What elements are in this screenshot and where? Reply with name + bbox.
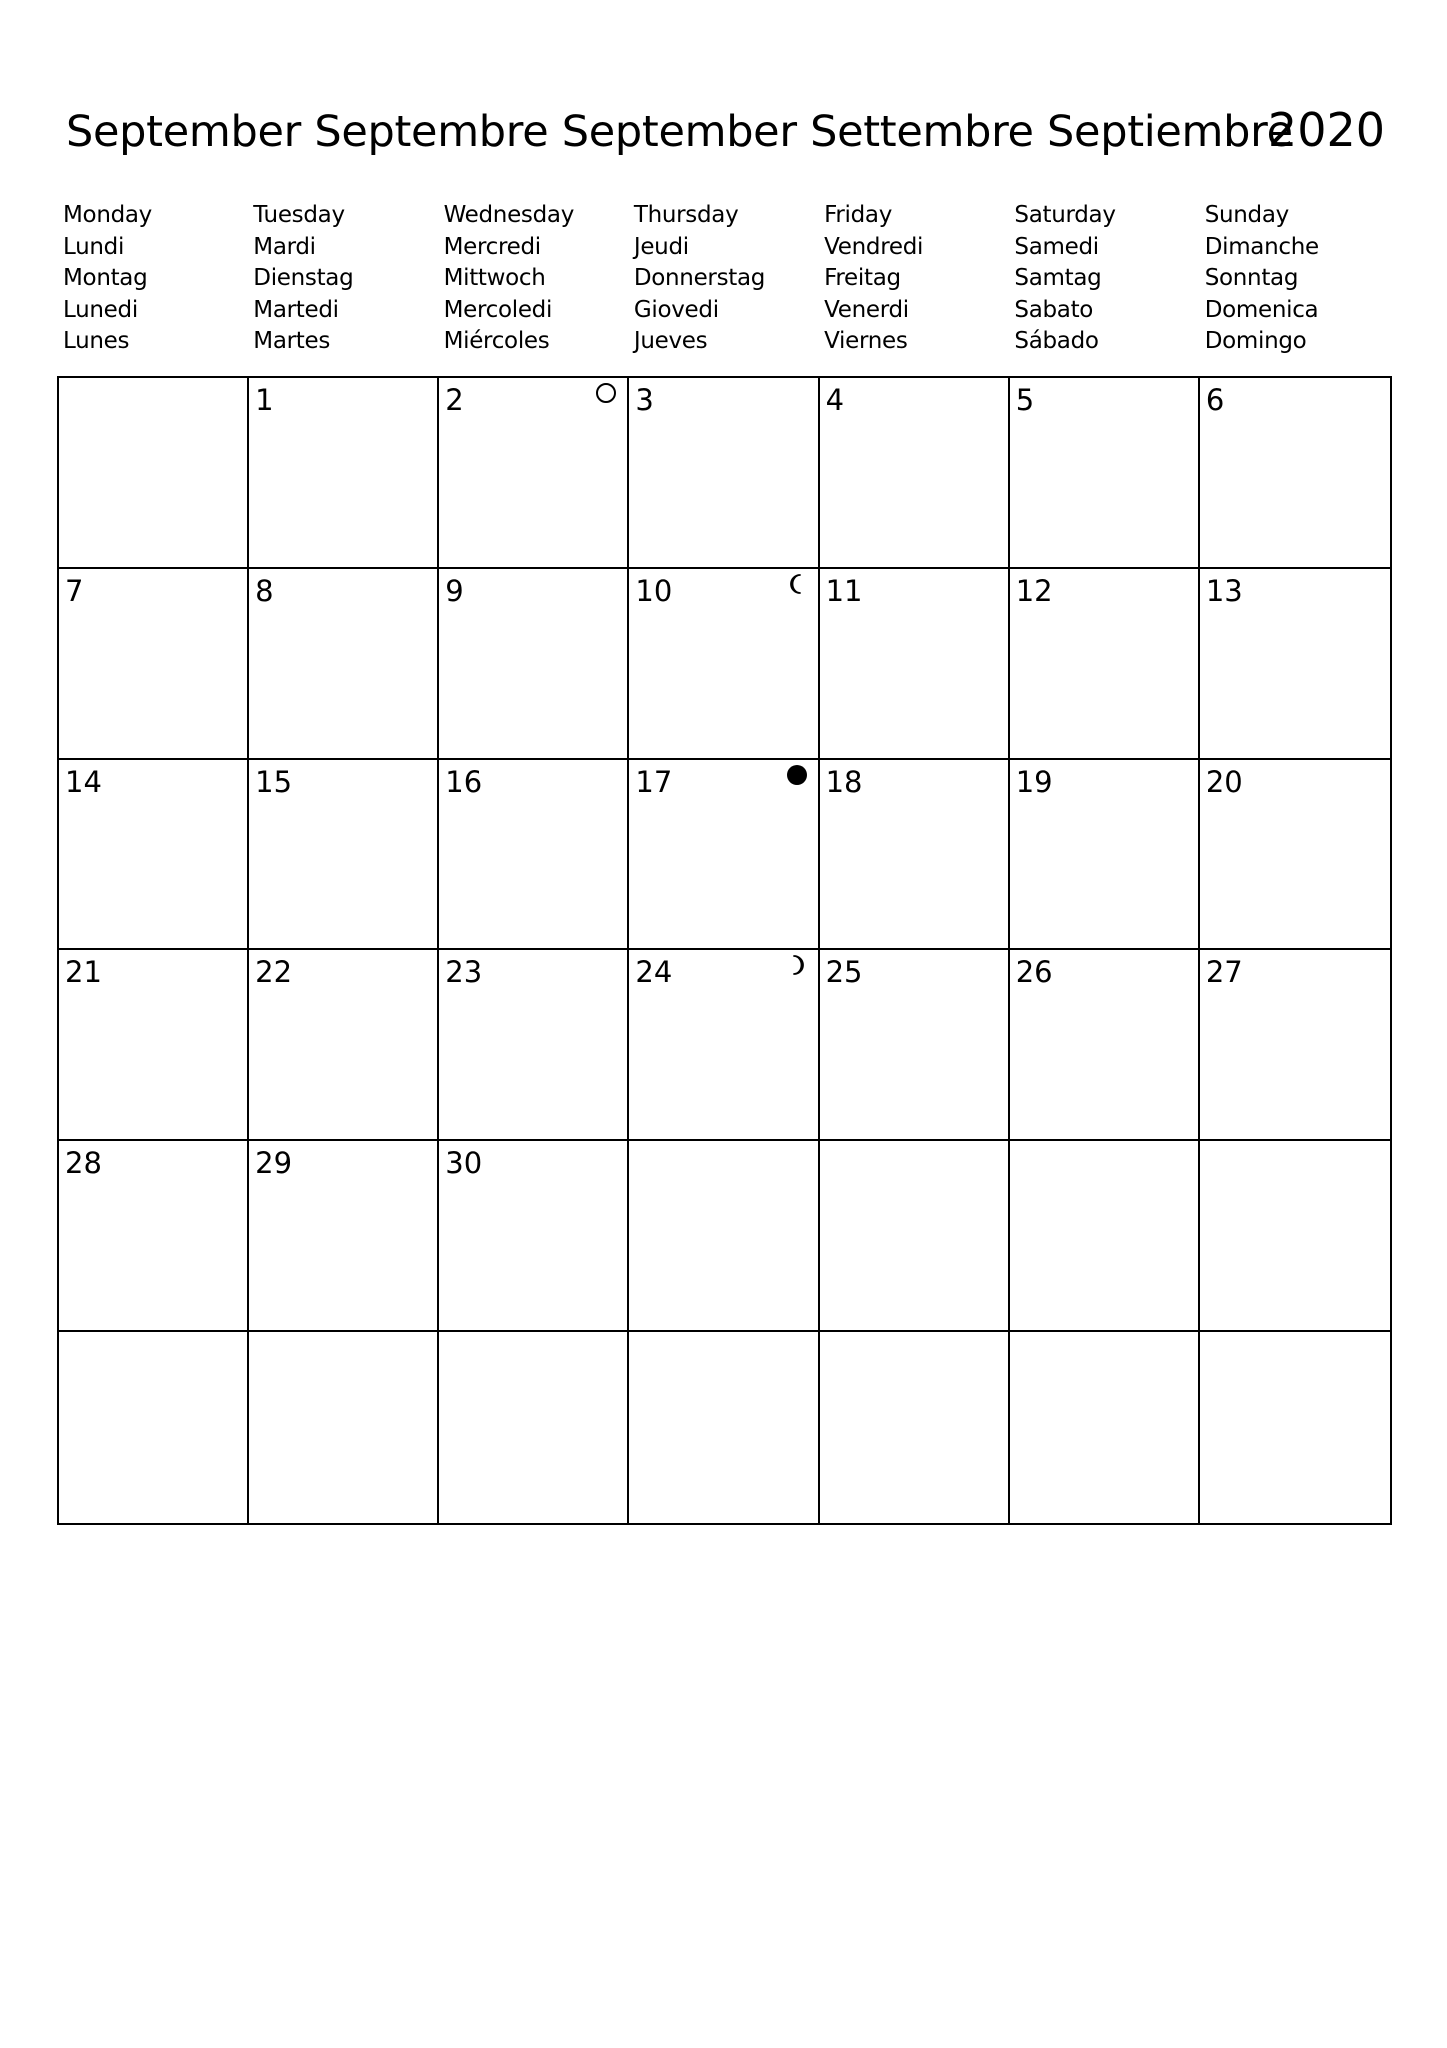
day-number: 15 — [255, 764, 293, 799]
day-number: 13 — [1205, 573, 1243, 608]
day-number: 14 — [65, 764, 102, 799]
day-cell[interactable] — [629, 950, 819, 1141]
day-number: 5 — [1015, 383, 1035, 417]
weekday-name-fr: Mardi — [253, 233, 316, 260]
day-number: 24 — [635, 955, 673, 990]
day-cell[interactable] — [1010, 1141, 1200, 1332]
day-number: 7 — [65, 573, 84, 608]
weekday-name-en: Wednesday — [443, 202, 575, 228]
weekday-name-en: Monday — [63, 202, 152, 228]
day-number: 18 — [825, 764, 863, 799]
day-number: 23 — [445, 955, 483, 990]
weekday-name-es: Miércoles — [443, 328, 550, 355]
day-cell[interactable] — [1010, 760, 1200, 951]
month-title: September Septembre September Settembre Septiembre — [66, 107, 1293, 157]
weekday-name-en: Tuesday — [253, 202, 345, 228]
weekday-name-de: Montag — [63, 265, 148, 292]
day-cell[interactable] — [439, 1141, 629, 1332]
day-cell[interactable] — [439, 569, 629, 760]
weekday-name-de: Dienstag — [253, 265, 354, 292]
day-number: 29 — [255, 1146, 293, 1181]
weekday-name-es: Sábado — [1014, 328, 1099, 355]
day-cell[interactable] — [820, 1332, 1010, 1523]
day-number: 21 — [65, 955, 102, 990]
day-number: 8 — [255, 573, 274, 608]
day-cell[interactable] — [629, 1332, 819, 1523]
year-label: 2020 — [1267, 103, 1385, 157]
day-number: 25 — [825, 955, 863, 990]
weekday-name-it: Mercoledi — [443, 296, 553, 323]
day-number: 1 — [255, 383, 274, 417]
day-cell[interactable] — [1010, 569, 1200, 760]
day-number: 16 — [445, 764, 483, 799]
day-number: 19 — [1015, 764, 1053, 799]
weekday-name-it: Lunedi — [63, 296, 138, 323]
weekday-column-tuesday — [248, 200, 438, 358]
day-cell[interactable] — [59, 1332, 249, 1523]
day-cell[interactable] — [1200, 1332, 1390, 1523]
weekday-name-es: Viernes — [824, 328, 908, 355]
weekday-name-it: Venerdi — [824, 296, 909, 323]
day-cell[interactable] — [820, 378, 1010, 569]
day-number: 2 — [445, 383, 464, 417]
day-cell[interactable] — [1200, 950, 1390, 1141]
day-cell[interactable] — [439, 1332, 629, 1523]
weekday-name-es: Domingo — [1204, 328, 1307, 355]
weekday-column-monday — [58, 200, 248, 358]
weekday-name-es: Lunes — [63, 328, 130, 355]
day-cell[interactable] — [249, 1332, 439, 1523]
day-cell[interactable] — [59, 950, 249, 1141]
weekday-column-saturday — [1009, 200, 1199, 358]
day-cell[interactable] — [629, 1141, 819, 1332]
day-number: 20 — [1205, 764, 1243, 799]
day-cell[interactable] — [59, 378, 249, 569]
day-number: 22 — [255, 955, 293, 990]
weekday-name-fr: Lundi — [63, 233, 125, 260]
weekday-name-it: Martedi — [253, 296, 339, 323]
day-cell[interactable] — [249, 1141, 439, 1332]
day-number: 10 — [635, 573, 673, 608]
day-cell[interactable] — [1010, 1332, 1200, 1523]
day-number: 4 — [825, 383, 845, 417]
weekday-name-de: Freitag — [824, 265, 901, 292]
weekday-header — [58, 200, 1390, 358]
weekday-name-en: Thursday — [633, 202, 739, 228]
day-cell[interactable] — [1200, 569, 1390, 760]
day-cell[interactable] — [249, 950, 439, 1141]
day-cell[interactable] — [820, 569, 1010, 760]
new-moon-icon — [786, 764, 808, 786]
weekday-name-de: Donnerstag — [633, 265, 766, 292]
day-cell[interactable] — [1200, 760, 1390, 951]
weekday-name-en: Sunday — [1204, 202, 1289, 228]
weekday-name-it: Domenica — [1204, 296, 1319, 323]
day-number: 12 — [1015, 573, 1053, 608]
weekday-name-de: Samtag — [1014, 265, 1102, 292]
day-number: 27 — [1205, 955, 1243, 990]
day-cell[interactable] — [439, 950, 629, 1141]
day-cell[interactable] — [820, 760, 1010, 951]
day-cell[interactable] — [59, 760, 249, 951]
day-cell[interactable] — [1010, 950, 1200, 1141]
day-cell[interactable] — [59, 569, 249, 760]
weekday-name-fr: Jeudi — [633, 233, 689, 260]
day-cell[interactable] — [629, 378, 819, 569]
day-number: 28 — [65, 1146, 102, 1181]
day-number: 11 — [825, 573, 863, 608]
day-cell[interactable] — [820, 950, 1010, 1141]
weekday-name-es: Jueves — [633, 328, 708, 355]
weekday-name-en: Saturday — [1014, 202, 1116, 228]
day-cell[interactable] — [439, 760, 629, 951]
weekday-name-de: Sonntag — [1204, 265, 1299, 292]
day-cell[interactable] — [249, 378, 439, 569]
day-cell[interactable] — [249, 760, 439, 951]
day-cell[interactable] — [439, 378, 629, 569]
weekday-name-fr: Vendredi — [824, 233, 924, 260]
day-cell[interactable] — [1200, 1141, 1390, 1332]
calendar-grid — [57, 376, 1392, 1525]
last-quarter-moon-icon — [786, 573, 808, 595]
full-moon-icon — [595, 382, 617, 404]
day-cell[interactable] — [249, 569, 439, 760]
weekday-name-fr: Samedi — [1014, 233, 1099, 260]
day-number: 9 — [445, 573, 464, 608]
weekday-name-fr: Mercredi — [443, 233, 541, 260]
weekday-column-wednesday — [439, 200, 629, 358]
weekday-name-it: Sabato — [1014, 296, 1094, 323]
day-number: 6 — [1205, 383, 1225, 417]
day-cell[interactable] — [1010, 378, 1200, 569]
day-cell[interactable] — [59, 1141, 249, 1332]
weekday-name-fr: Dimanche — [1204, 233, 1319, 260]
weekday-name-de: Mittwoch — [443, 265, 546, 292]
weekday-name-es: Martes — [253, 328, 331, 355]
day-number: 26 — [1015, 955, 1053, 990]
day-cell[interactable] — [820, 1141, 1010, 1332]
day-number: 3 — [635, 383, 654, 417]
first-quarter-moon-icon — [786, 954, 808, 976]
day-cell[interactable] — [629, 569, 819, 760]
weekday-name-it: Giovedi — [633, 296, 719, 323]
weekday-column-sunday — [1200, 200, 1390, 358]
weekday-column-friday — [819, 200, 1009, 358]
day-cell[interactable] — [629, 760, 819, 951]
day-number: 30 — [445, 1146, 483, 1181]
weekday-name-en: Friday — [824, 202, 893, 228]
weekday-column-thursday — [629, 200, 819, 358]
day-cell[interactable] — [1200, 378, 1390, 569]
day-number: 17 — [635, 764, 673, 799]
